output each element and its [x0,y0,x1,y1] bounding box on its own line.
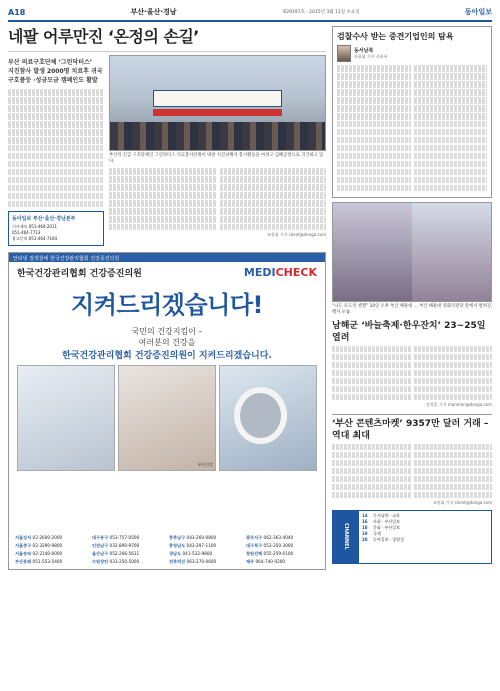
ad-phone: 부산동래 051-553-5400 [15,559,63,565]
ad-line-2: 여러분의 건강을 [138,338,196,348]
channel-item: 18 문화 · 부산일보 [362,524,400,530]
author-name: 동서남북 [354,48,374,54]
issue-meta: 제29197호 · 2015년 3월 11일 수요일 [281,10,360,15]
ad-phone: 전북덕진 063-270-0600 [169,559,217,565]
ad-phone: 창원진해 055-259-0100 [246,551,294,557]
market-byline: 조용휘 기자 silent@donga.com [432,499,492,505]
lead-photo-block [109,55,326,246]
ad-phone: 서울강서 02-2600-2000 [15,535,63,541]
contact-title: 동아일보 부산·울산·경남본부 [12,216,76,223]
namhae-byline: 강정훈 기자 manman@donga.com [426,401,492,407]
lead-photo [109,55,326,151]
ad-photo-staff: 부산건강 [118,365,216,471]
festival-photo [332,202,492,302]
festival-caption: “나도 모도의 엔젤” 10일 오후 부산 해운대 ... 부산 해운대 영화의전당 앞에서 펼쳐진 행사 모습. [332,303,492,315]
ad-photos [9,361,325,471]
namhae-headline: 남해군 ‘바늘축제·한우잔치’ 23~25일 열려 [332,320,486,343]
ad-line-1: 국민의 건강지킴이 – [131,327,203,337]
ad-phone: 서울중구 02-3290-9800 [15,543,63,549]
left-column [8,26,326,570]
ad-phone: 인천남구 032-890-9700 [92,543,140,549]
column-title: 검찰수사 받는 중견기업인의 탐욕 [337,32,454,41]
ad-phone: 경남도 041-532-9800 [169,551,213,557]
channel-box [332,510,492,564]
ad-phone: 수원장안 031-250-5000 [92,559,140,565]
ad-phone: 광주서구 062-363-4040 [246,535,294,541]
page-number: A18 [8,7,26,17]
ad-medicheck-logo: MEDICHECK [243,266,317,280]
contact-box [8,211,104,246]
ad-main-slogan: 지켜드리겠습니다! [71,291,263,320]
channel-logo: CHANNEL [333,511,359,563]
section-title: 부산·울산·경남 [130,8,177,16]
lead-subhead-3: 구호품등 ·성금모금 캠페인도 활발 [8,77,98,84]
column-box [332,26,492,198]
right-column [332,26,492,570]
ad-phone: 충북남구 043-260-0800 [169,535,217,541]
ad-phone: 대구동구 053-757-0500 [92,535,140,541]
ad-phone: 울산남구 052-266-5611 [92,551,140,557]
ad-phone: 대구북구 053-350-3000 [246,543,294,549]
ad-top-bar: 안티넷 검색창에 한국건강관리협회 건강증진의원 [9,253,325,262]
ad-org-name: 한국건강관리협회 건강증진의원 [17,269,142,280]
page-header [8,6,492,22]
channel-item: 20 동아일보 · 창원성 [362,536,404,542]
lead-body-text [8,89,104,207]
contact-row-3: 광고문의 051-464-7164 [12,236,58,242]
lead-subhead-1: 부산 의료구호단체 ‘그린닥터스’ [8,59,93,66]
lead-photo-caption: 부산의 긴급 구호단체인 그린닥터스 의료봉사단원이 네팔 지진피해자 봉사활동을 마치고 김해공항으로 귀국하고 있다. [109,153,324,164]
channel-item: 19 국제 [362,530,381,536]
health-ad [8,252,326,570]
ad-phone: 서울송파 02-2140-6000 [15,551,63,557]
lead-headline: 네팔 어루만진 ‘온정의 손길’ [8,26,326,52]
ad-phone-list [15,534,319,565]
author-role: 조용휘 기자 사회부 [354,54,388,59]
lead-subhead-2: 지진참사 발생 2000명 치료후 귀국 [8,68,103,75]
ad-phone: 제주 064-740-0200 [246,559,286,565]
newspaper-brand: 동아일보 [464,8,492,16]
author-photo [337,45,351,62]
channel-item: 16 사회 · 부산일보 [362,518,400,524]
ad-line-3: 한국건강관리협회 건강증진의원이 지켜드리겠습니다. [62,351,272,362]
ad-phone: 충청남도 043-297-1100 [169,543,217,549]
channel-item: 14 동서남북 · 교육 [362,512,400,518]
lead-byline: 조용휘 기자 silent@donga.com [266,231,326,237]
ad-photo-mri [219,365,317,471]
column-author [337,45,487,62]
ad-photo-exam [17,365,115,471]
contact-row-2: 051-464-7713 [12,230,41,236]
lead-text-block [8,55,104,246]
contact-row-1: 기사제보 051-464-2011 [12,224,58,230]
contents-market-headline: ‘부산 콘텐츠마켓’ 9357만 달러 거래 – 역대 최대 [332,414,492,442]
